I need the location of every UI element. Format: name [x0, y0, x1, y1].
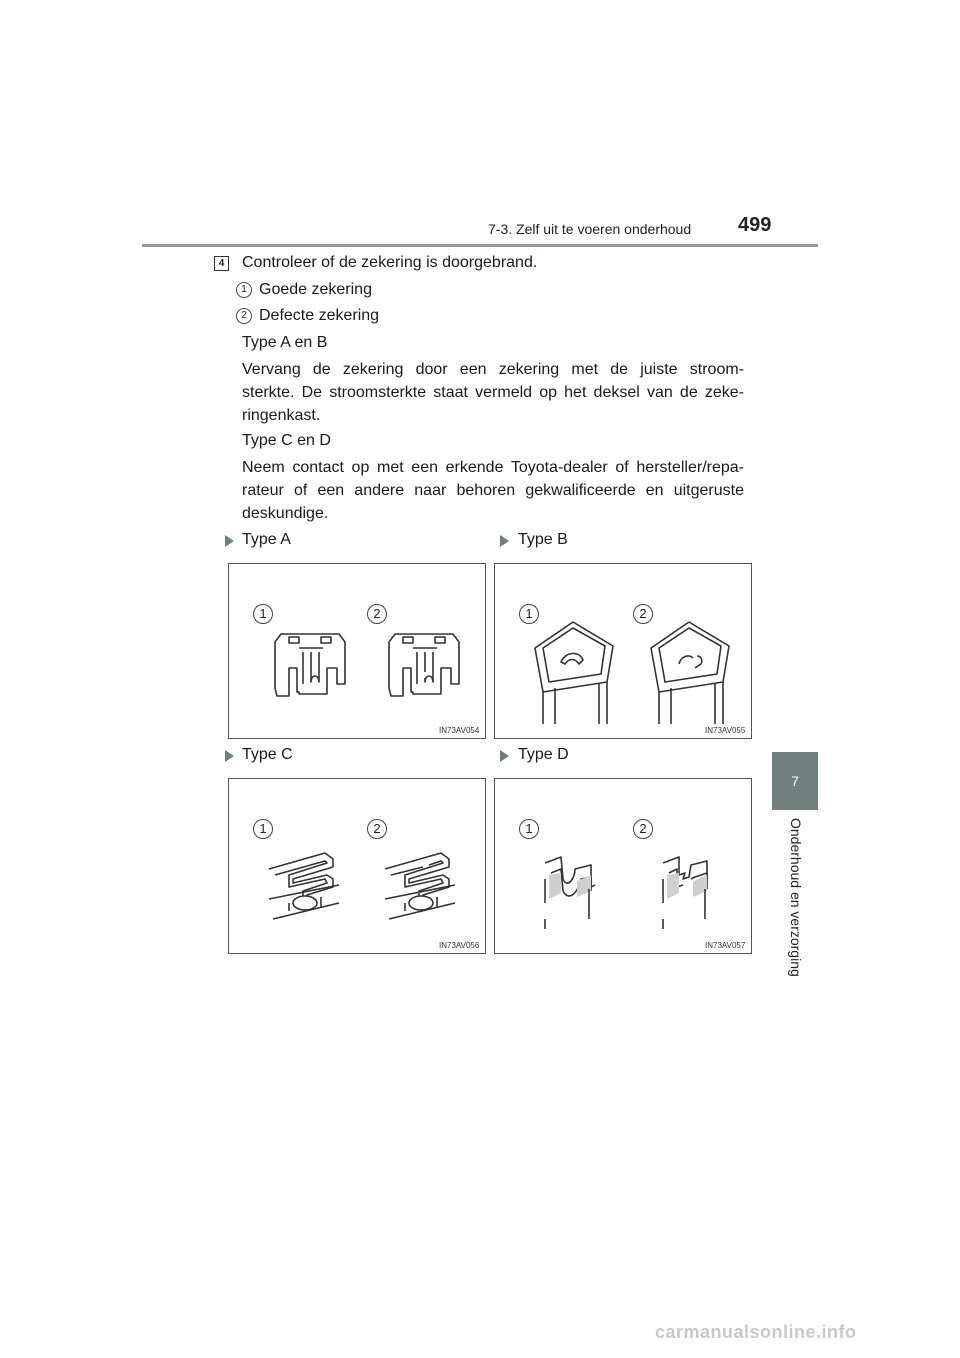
figure-b-marker-1: 1 [519, 604, 539, 624]
type-ab-heading: Type A en B [242, 334, 328, 351]
figure-a-marker-2: 2 [367, 604, 387, 624]
type-cd-paragraph: Neem contact op met een erkende Toyota-dealer of hersteller/repa- rateur of een andere naar behoren gekwalificeerde en uitgeruste deskundige. [242, 459, 744, 522]
figure-label-type-b: Type B [518, 531, 568, 548]
figure-type-b [494, 563, 752, 739]
figure-c-marker-2: 2 [367, 819, 387, 839]
section-title: 7-3. Zelf uit te voeren onderhoud [488, 221, 692, 237]
type-cd-heading: Type C en D [242, 432, 331, 449]
watermark: carmanualsonline.info [655, 1322, 857, 1342]
step-instruction: Controleer of de zekering is doorgebrand. [242, 254, 538, 271]
triangle-bullet-icon [500, 750, 509, 762]
step-number-box: 4 [214, 256, 229, 271]
figure-code: IN73AV055 [705, 726, 746, 735]
strip-fuse-illustration [495, 779, 751, 953]
type-ab-paragraph: Vervang de zekering door een zekering met de juiste stroom- sterkte. De stroomsterkte staat vermeld op het deksel van de zeke- ringenkast. [242, 361, 744, 424]
figure-a-marker-1: 1 [253, 604, 273, 624]
figure-d-marker-1: 1 [519, 819, 539, 839]
figure-d-marker-2: 2 [633, 819, 653, 839]
figure-code: IN73AV054 [439, 726, 480, 735]
triangle-bullet-icon [500, 535, 509, 547]
figure-label-type-c: Type C [242, 746, 293, 763]
figure-label-type-a: Type A [242, 531, 291, 548]
figure-b-marker-2: 2 [633, 604, 653, 624]
legend-marker-2: 2 [236, 308, 252, 324]
fusible-link-illustration [229, 779, 485, 953]
triangle-bullet-icon [225, 535, 234, 547]
figure-type-a [228, 563, 486, 739]
legend-marker-1: 1 [236, 282, 252, 298]
figure-code: IN73AV056 [439, 941, 480, 950]
chapter-tab[interactable]: 7 [772, 752, 818, 810]
page-number: 499 [738, 214, 772, 236]
cartridge-fuse-illustration [495, 564, 751, 738]
figure-c-marker-1: 1 [253, 819, 273, 839]
legend-label-good: Goede zekering [259, 281, 372, 298]
header-rule [142, 244, 818, 247]
figure-type-c [228, 778, 486, 954]
legend-label-defect: Defecte zekering [259, 307, 380, 324]
chapter-title-vertical: Onderhoud en verzorging [788, 818, 804, 977]
blade-fuse-illustration [229, 564, 485, 738]
triangle-bullet-icon [225, 750, 234, 762]
figure-code: IN73AV057 [705, 941, 746, 950]
figure-label-type-d: Type D [518, 746, 569, 763]
figure-type-d [494, 778, 752, 954]
